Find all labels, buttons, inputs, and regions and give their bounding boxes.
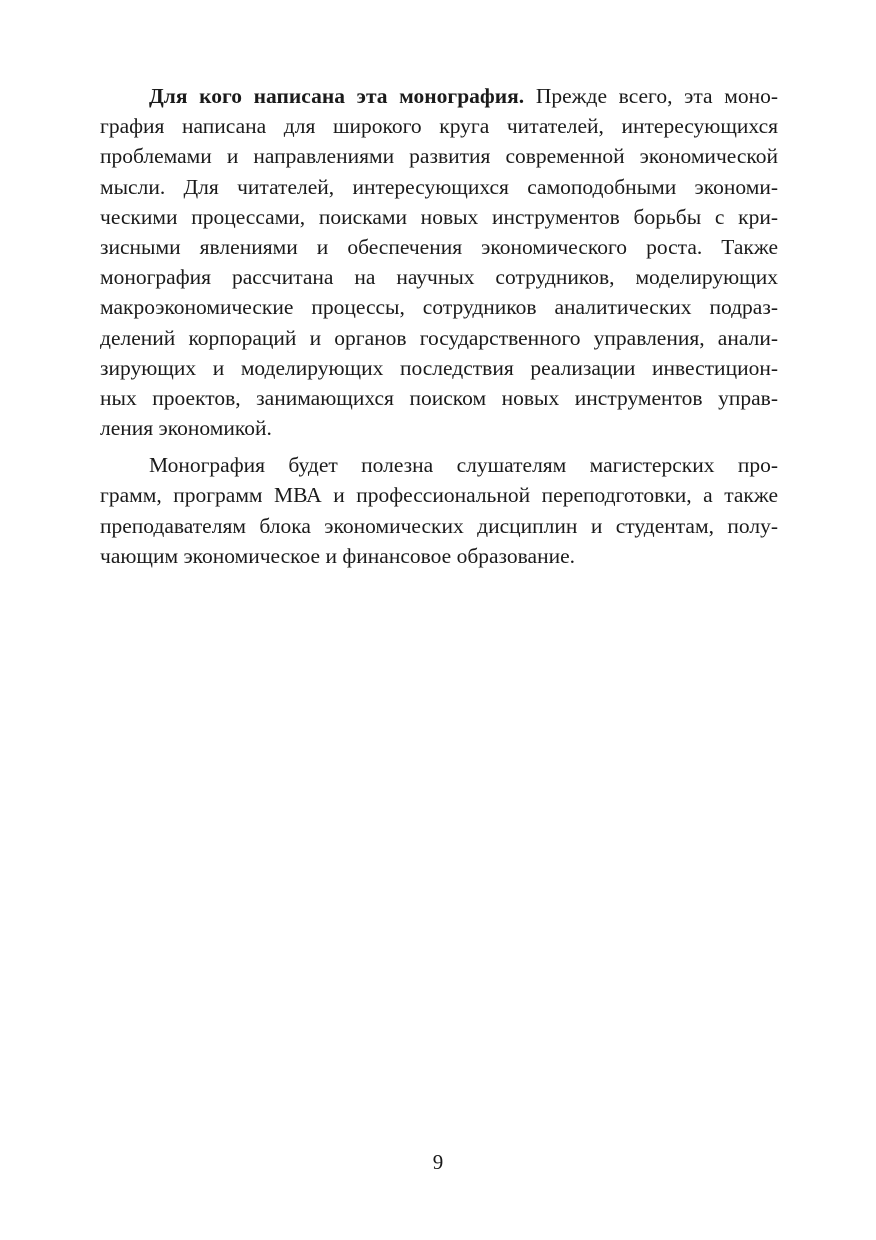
text-line: монография рассчитана на научных сотрудников, моделирующих: [100, 265, 778, 290]
paragraph-audience: [100, 81, 778, 443]
text-line: [100, 81, 778, 111]
page-body: [100, 81, 778, 571]
text-line: графия написана для широкого круга читателей, интересующихся: [100, 114, 778, 139]
page-number: 9: [432, 1150, 444, 1174]
text-line: грамм, программ МВА и профессиональной переподготовки, а также: [100, 483, 778, 508]
text-line: макроэкономические процессы, сотрудников аналитических подраз-: [100, 295, 778, 320]
text-line: проблемами и направлениями развития современной экономической: [100, 144, 778, 169]
text-line: преподавателям блока экономических дисциплин и студентам, полу-: [100, 513, 778, 538]
paragraph-heading: Для кого написана эта монография.: [149, 84, 525, 108]
text-line-content: Прежде всего, эта моно-: [535, 84, 779, 108]
text-line: ления экономикой.: [100, 416, 272, 441]
text-line: мысли. Для читателей, интересующихся самоподобными экономи-: [100, 174, 778, 199]
text-line: делений корпораций и органов государственного управления, анали-: [100, 325, 778, 350]
paragraph-usefulness: [100, 450, 778, 571]
text-line: зисными явлениями и обеспечения экономического роста. Также: [100, 234, 778, 259]
paragraph-spacer: [100, 443, 778, 450]
text-line: Монография будет полезна слушателям магистерских про-: [149, 453, 778, 478]
text-line: зирующих и моделирующих последствия реализации инвестицион-: [100, 355, 778, 380]
text-line: ческими процессами, поисками новых инструментов борьбы с кри-: [100, 204, 778, 229]
text-line: ных проектов, занимающихся поиском новых инструментов управ-: [100, 385, 778, 410]
text-line: чающим экономическое и финансовое образование.: [100, 543, 576, 568]
